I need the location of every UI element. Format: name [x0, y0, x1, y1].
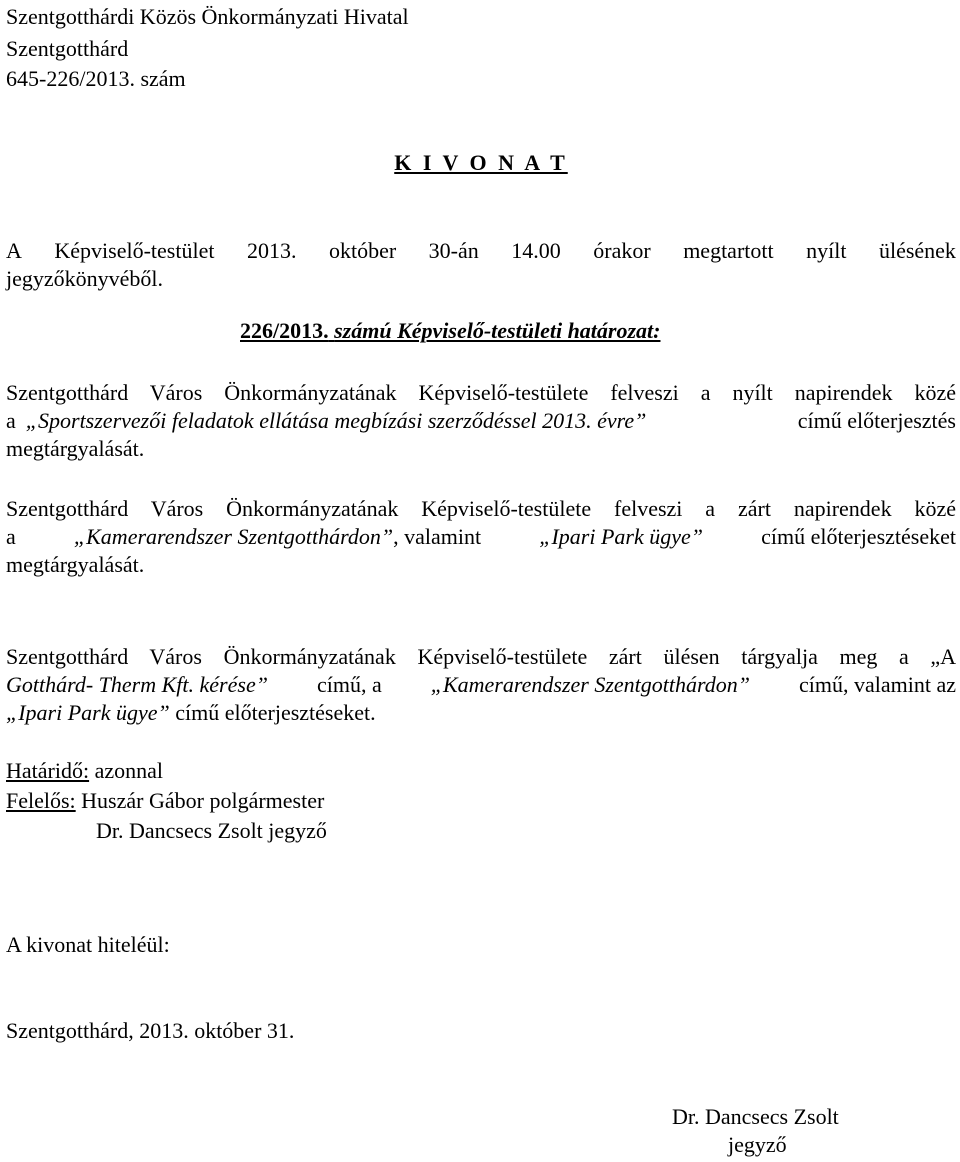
p3-title-1: Gotthárd- Therm Kft. kérése”	[6, 672, 268, 697]
p2-line-1: Szentgotthárd Város Önkormányzatának Képviselő-testülete felveszi a zárt napirendek közé	[6, 496, 956, 521]
office-name: Szentgotthárdi Közös Önkormányzati Hivatal	[6, 4, 409, 29]
p2-a: a	[6, 524, 16, 549]
p1-rest: című előterjesztés	[797, 408, 956, 433]
p1-a: a	[6, 408, 16, 433]
p2-rest: című előterjesztéseket	[761, 524, 956, 549]
responsible-value-1: Huszár Gábor polgármester	[81, 788, 325, 813]
document-title: K I V O N A T	[394, 150, 568, 175]
deadline-line	[6, 758, 163, 784]
intro-word: nyílt	[806, 238, 847, 263]
resolution-heading	[240, 318, 660, 344]
deadline-label: Határidő:	[6, 758, 90, 783]
intro-paragraph	[6, 238, 956, 294]
intro-line-1	[6, 238, 956, 266]
p3-mid-1: című, a	[316, 672, 382, 697]
p3-line-1: Szentgotthárd Város Önkormányzatának Képviselő-testülete zárt ülésen tárgyalja meg a „A	[6, 644, 956, 669]
paragraph-3	[6, 644, 956, 728]
place-date: Szentgotthárd, 2013. október 31.	[6, 1018, 295, 1043]
resolution-label: számú Képviselő-testületi határozat:	[334, 318, 661, 343]
p1-line-3: megtárgyalását.	[6, 436, 145, 461]
p3-line-2	[6, 672, 956, 700]
title-block	[6, 150, 956, 176]
responsible-line	[6, 788, 324, 814]
p2-title-1: „Kamerarendszer Szentgotthárdon”	[73, 524, 394, 549]
p3-line-3	[6, 700, 956, 728]
intro-word: 14.00	[511, 238, 561, 263]
intro-word: A	[6, 238, 22, 263]
p2-line-3: megtárgyalását.	[6, 552, 145, 577]
signature-role: jegyző	[728, 1132, 787, 1157]
intro-line-2: jegyzőkönyvéből.	[6, 266, 164, 291]
resolution-number: 226/2013.	[240, 318, 329, 343]
intro-word: 2013.	[246, 238, 297, 263]
signature-name: Dr. Dancsecs Zsolt	[672, 1104, 839, 1129]
p3-title-2: „Kamerarendszer Szentgotthárdon”	[430, 672, 750, 697]
intro-word: október	[328, 238, 397, 263]
paragraph-2	[6, 496, 956, 580]
deadline-value: azonnal	[94, 758, 163, 783]
responsible-value-2: Dr. Dancsecs Zsolt jegyző	[96, 818, 327, 843]
intro-word: órakor	[593, 238, 651, 263]
responsible-label: Felelős:	[6, 788, 76, 813]
intro-word: megtartott	[683, 238, 774, 263]
p2-title-2: „Ipari Park ügye”	[539, 524, 703, 549]
p3-title-3: „Ipari Park ügye”	[6, 700, 170, 725]
document-page	[6, 0, 956, 1162]
paragraph-1	[6, 380, 956, 464]
intro-word: ülésének	[878, 238, 956, 263]
p3-rest: című előterjesztéseket.	[175, 700, 376, 725]
city-name: Szentgotthárd	[6, 36, 129, 61]
file-number: 645-226/2013. szám	[6, 66, 186, 91]
intro-word: 30-án	[428, 238, 479, 263]
certification-text: A kivonat hiteléül:	[6, 932, 170, 957]
p2-line-2	[6, 524, 956, 552]
p1-line-1: Szentgotthárd Város Önkormányzatának Képviselő-testülete felveszi a nyílt napirendek közé	[6, 380, 956, 405]
p2-segment	[74, 524, 481, 552]
p1-title: „Sportszervezői feladatok ellátása megbízási szerződéssel 2013. évre”	[25, 408, 647, 433]
p2-mid: , valamint	[393, 524, 482, 549]
intro-word: Képviselő-testület	[54, 238, 215, 263]
p3-mid-2: című, valamint az	[799, 672, 956, 697]
p1-line-2	[6, 408, 956, 436]
